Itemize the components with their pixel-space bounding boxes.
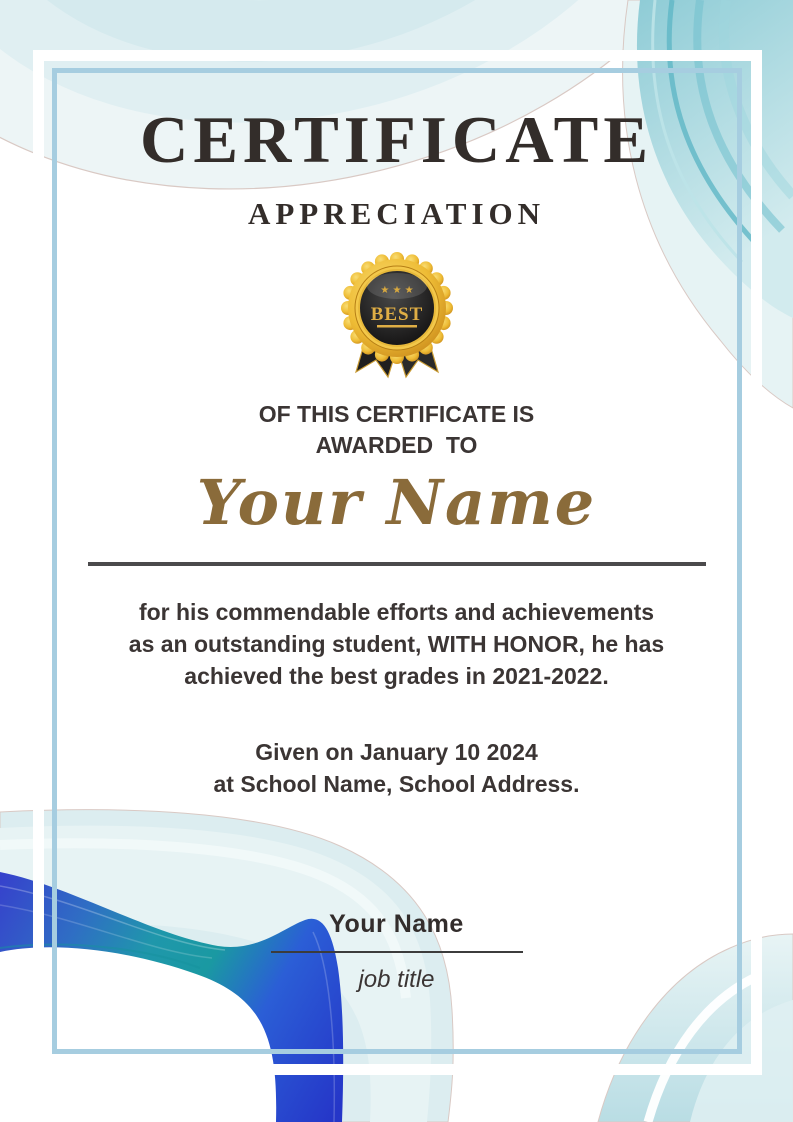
best-award-badge-icon bbox=[332, 246, 462, 381]
given-statement bbox=[0, 736, 793, 800]
signature-rule bbox=[271, 951, 523, 953]
given-line-2: at School Name, School Address. bbox=[213, 771, 580, 797]
badge-stars-icon: ★ ★ ★ bbox=[379, 285, 414, 296]
citation-line-3: achieved the best grades in 2021-2022. bbox=[184, 663, 609, 689]
recipient-name-rule bbox=[88, 562, 706, 566]
signature-name: Your Name bbox=[329, 910, 464, 938]
badge-label: BEST bbox=[370, 304, 423, 325]
awarded-line-2: AWARDED TO bbox=[315, 432, 478, 458]
citation-line-1: for his commendable efforts and achievements bbox=[138, 599, 655, 625]
awarded-line-1: OF THIS CERTIFICATE IS bbox=[258, 401, 535, 427]
awarded-statement bbox=[0, 399, 793, 461]
citation-paragraph bbox=[0, 596, 793, 692]
given-line-1: Given on January 10 2024 bbox=[255, 739, 538, 765]
certificate-title: CERTIFICATE bbox=[139, 103, 654, 177]
signature-job-title: job title bbox=[358, 966, 435, 993]
certificate-subtitle: APPRECIATION bbox=[247, 196, 546, 231]
badge-underline bbox=[377, 325, 417, 328]
recipient-name: Your Name bbox=[196, 466, 597, 539]
citation-line-2: as an outstanding student, WITH HONOR, he has bbox=[128, 631, 665, 657]
